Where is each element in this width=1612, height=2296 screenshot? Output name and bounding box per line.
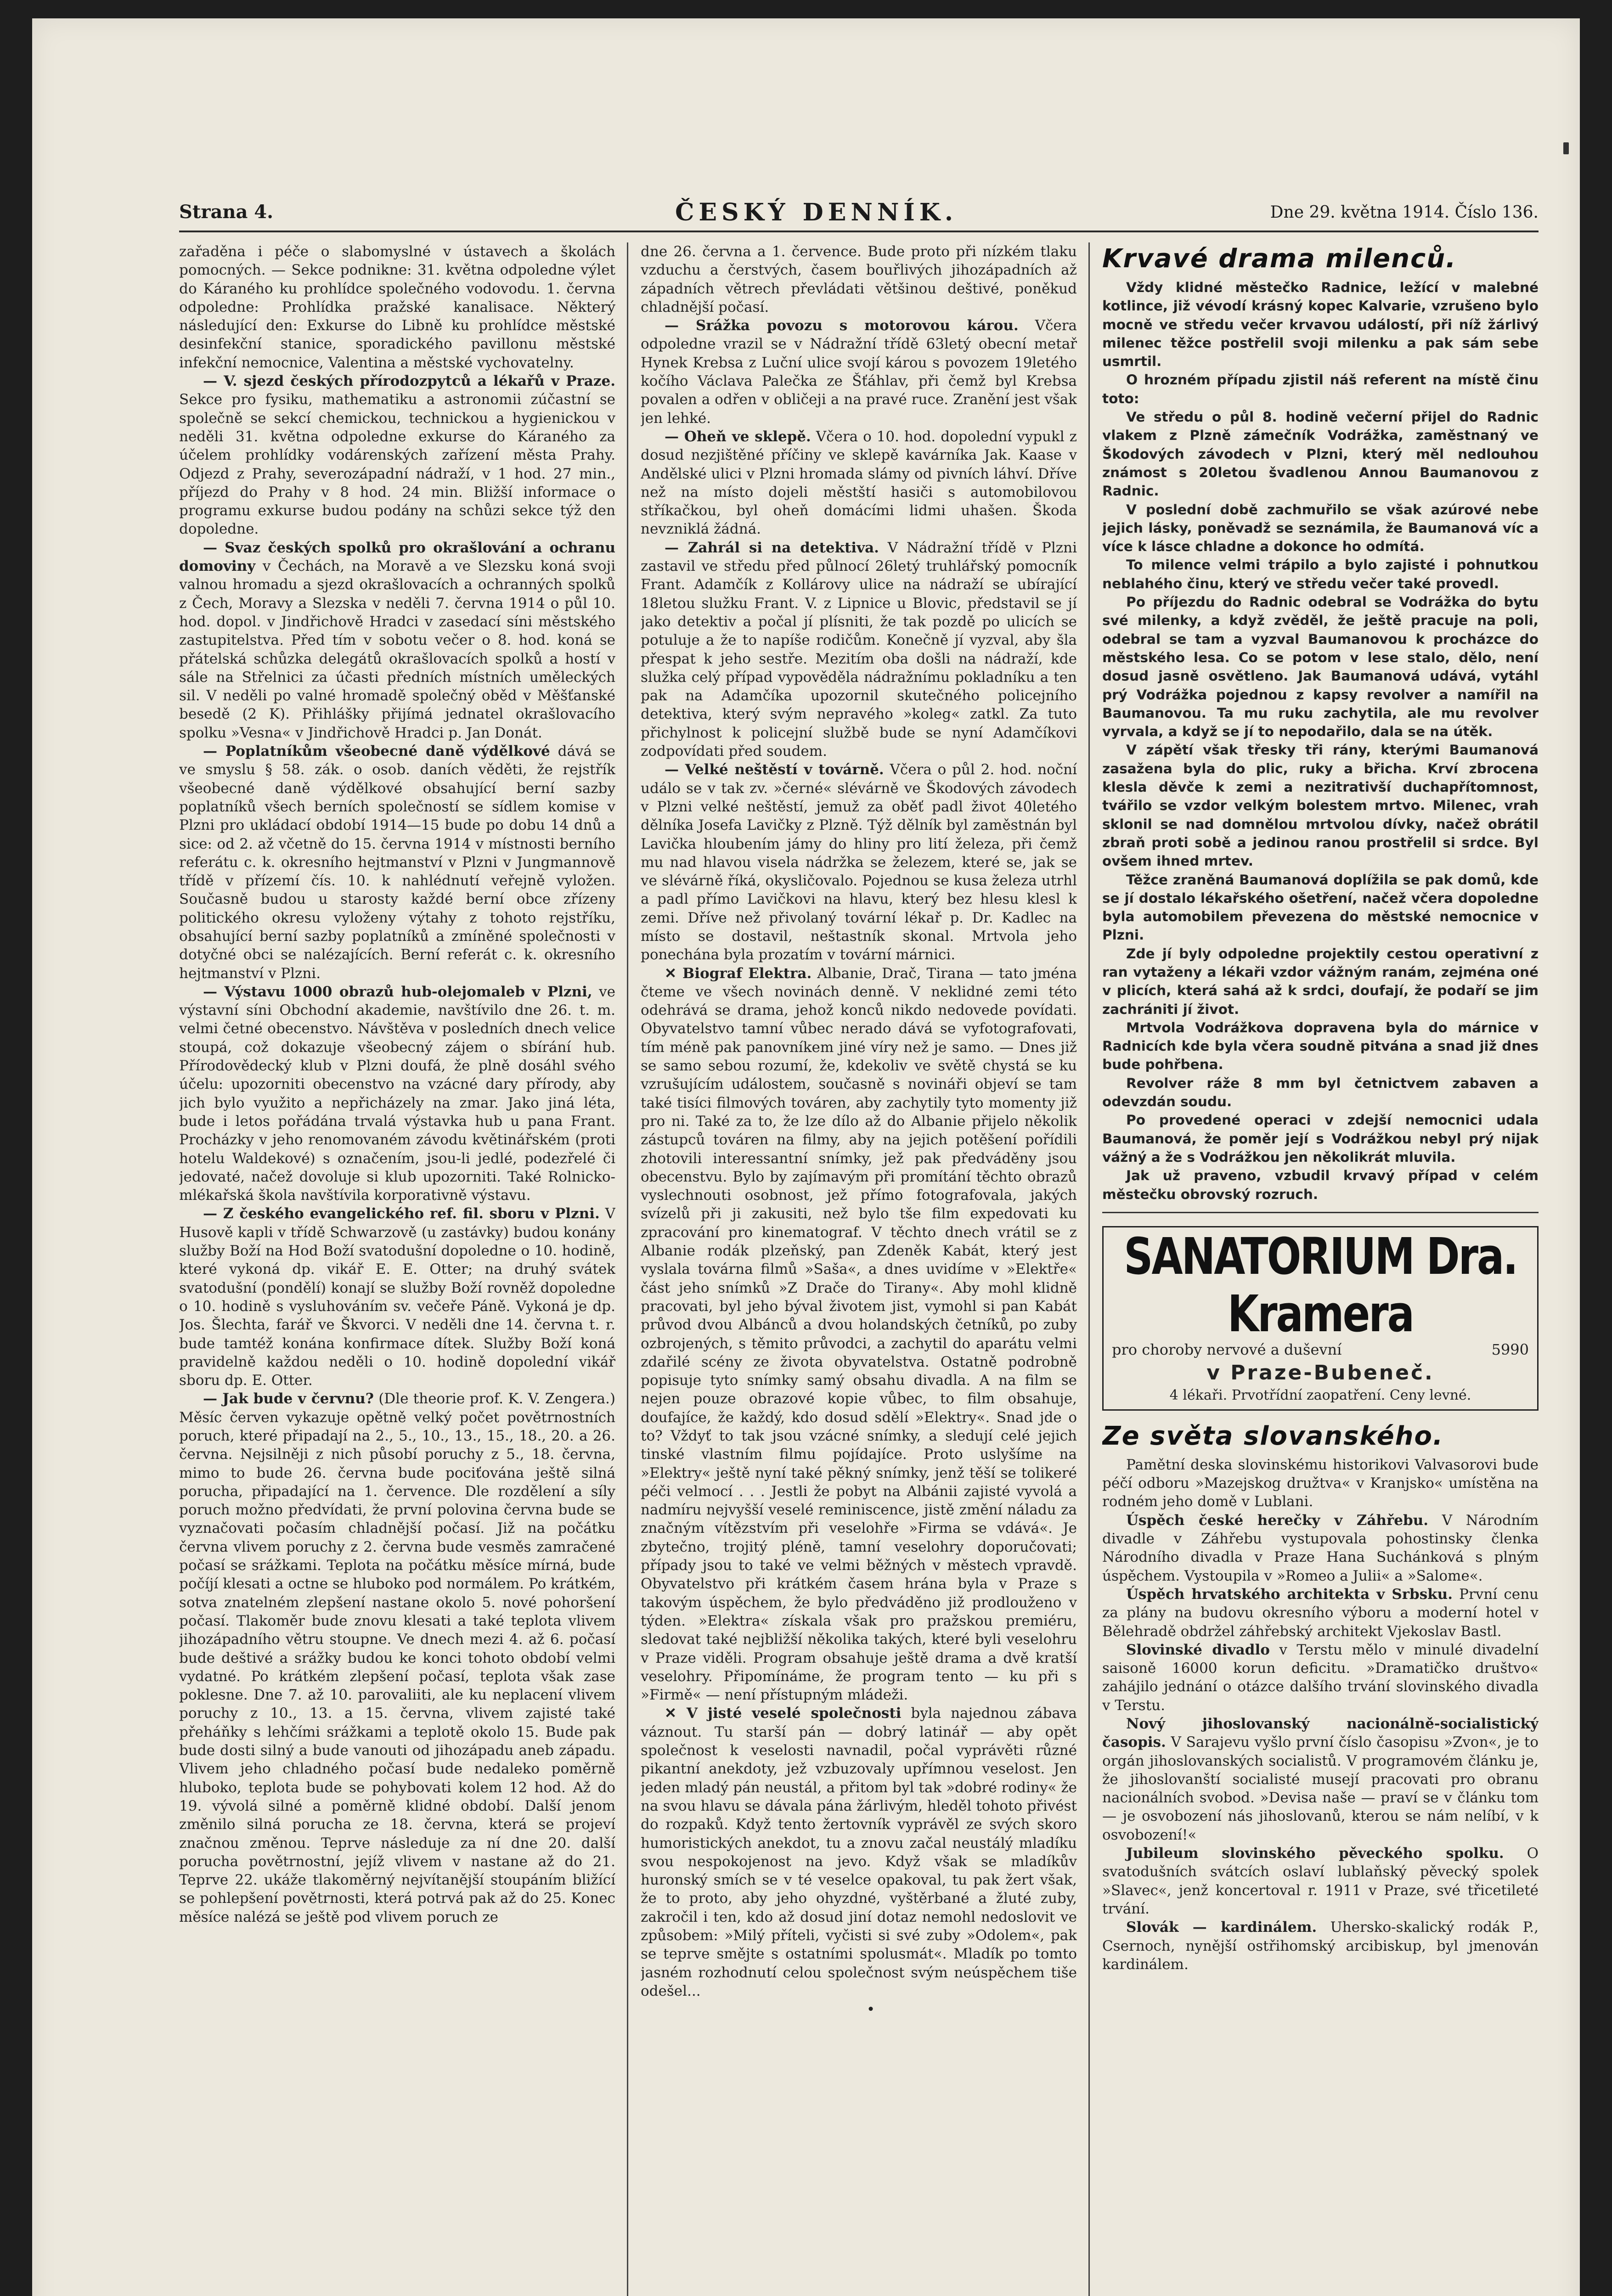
ad-number: 5990 [1491, 1340, 1529, 1358]
paragraph-heading: Slovák — kardinálem. [1126, 1919, 1317, 1936]
header-rule [179, 231, 1539, 232]
issue-date: Dne 29. května 1914. Číslo 136. [1270, 203, 1539, 222]
paragraph-text: Albanie, Drač, Tirana — tato jména čteme ve všech novinách denně. V neklidné zemi této odehrává se drama, jehož konců nikdo nedovede povídati. Obyvatelstvo tamní vůbec nerado dává se vyfotografovati, tím méně pak panovníkem jiné víry než je samo. — Dnes již se samo sebou rozumí, že, kdekoliv ve světě chystá se ku vzrušujícím událostem, současně s novináři objeví se tam také tisíci filmových továren, aby zachytily tyto momenty již pro ni. Také za to, že lze dílo až do Albanie přijelo několik zástupců továren na filmy, aby na jejich potěšení pořídili zhotovili interessantní snímky, jež pak předváděny jsou obecenstvu. Bylo by zajímavým při promítání těchto obrazů vyslechnouti osobnost, jež přímo fotografovala, jakých svízelů při ji zakusiti, než bylo tše film expedovati ku zpracování pro kinematograf. V těchto dnech vrátil se z Albanie rodák plzeňský, pan Zdeněk Kabát, který jest vyslala továrna filmů »Saša«, a dnes uvidíme v »Elektře« část jeho snímků »Z Drače do Tirany«. Aby mohl klidně pracovati, byl jeho býval životem jist, vymohl si pan Kabát průvod dvou Albánců a dvou holandských četníků, po zuby ozbrojených, s těmito průvodci, a zachytil do aparátu velmi zdařilé scény ze života obyvatelstva. Ostatně podrobně popisuje tyto snímky samý obsahu divadla. A na film se nejen pouze obrazové kopie vůbec, to film obsahuje, doufajíce, že každý, kdo dosud sdělí »Elektry«. Snad jde o to? Vždyť to tak jsou vzácné snímky, a sledují celé jejich tinské vlastním filmu pojídajíce. Proto uslyšíme na »Elektry« ještě nyní také pěkný snímky, jenž těší se tolikeré péči velmocí . . . Jestli že pobyt na Albánii zajisté vyvolá a nadmíru nejvyšší veselé reminiscence, jistě změní náladu za značným vítězstvím při veselohře »Firma se vdává«. Je zbytečno, trojitý pléně, tamní veselohry doporučovati; případy jsou to také ve velmi běžných v městech vpravdě. Obyvatelstvo při krátkém časem hrána byla v Praze s takovým úspěchem, že bylo předváděno již prodlouženo v týden. »Elektra« získala však pro pražskou premiéru, sledovat také nejbližší několika takých, které byli veselohru v Praze viděli. Program obsahuje ještě drama a dvě kratší veselohry. Připomínáme, že program tento — ku při s »Firmě« — není přístupným mládeži. [641, 965, 1077, 1704]
advertisement [1102, 1226, 1539, 1411]
paragraph-text: V Nádražní třídě v Plzni zastavil ve středu před půlnocí 26letý truhlářský pomocník Frant. Adamčík z Kollárovy ulice na nádraží se ubírající 18letou služku Frant. V. z Lipnice u Blovic, představil se jí jako detektiv a počal jí plísniti, že tak pozdě po ulicích se potuluje a že to napíše rodičům. Konečně jí vyzval, aby šla přespat k jeho sestře. Mezitím oba došli na nádraží, kde služka celý případ vypověděla nádražnímu pokladníku a ten pak na Adamčíka upozornil skutečného policejního detektiva, který svým nepravého »koleg« zatkl. Za tuto přichylnost k policejní službě bude se nyní Adamčíkovi zodpovídati před soudem. [641, 539, 1077, 760]
ad-title: SANATORIUM Dra. Kramera [1124, 1227, 1517, 1344]
paragraph [641, 964, 1077, 1705]
paragraph [1102, 1715, 1539, 1844]
paragraph-text: dne 26. června a 1. července. Bude proto při nízkém tlaku vzduchu a čerstvých, časem bouřlivých jihozápadních až západních větrech převládati většinou deštivé, poněkud chladnější počasí. [641, 243, 1077, 315]
paragraph [641, 316, 1077, 428]
paragraph [179, 242, 615, 372]
article-paragraph: Mrtvola Vodrážkova dopravena byla do márnice v Radnicích kde byla včera soudně pitvána a snad již dnes bude pohřbena. [1102, 1019, 1539, 1073]
newspaper-page [32, 18, 1580, 2296]
paragraph-heading: ✕ V jisté veselé společnosti [665, 1705, 902, 1722]
ad-footer: 4 lékaři. Prvotřídní zaopatření. Ceny levné. [1169, 1387, 1471, 1403]
section-body [1102, 1456, 1539, 1974]
article-paragraph: Jak už praveno, vzbudil krvavý případ v celém městečku obrovský rozruch. [1102, 1168, 1539, 1202]
paragraph-text: První cenu za plány na budovu okresního výboru a moderní hotel v Bělehradě obdržel záhřebský architekt Vjekoslav Bastl. [1102, 1586, 1539, 1640]
article-paragraph: Po provedené operaci v zdejší nemocnici udala Baumanová, že poměr její s Vodrážkou nebyl prý nijak vážný a že s Vodrážkou jen několikrát mluvila. [1102, 1112, 1539, 1165]
paragraph-heading: Nový jihoslovanský nacionálně-socialistický časopis. [1102, 1716, 1539, 1751]
paragraph [641, 1704, 1077, 2019]
paragraph-heading: — Zahrál si na detektiva. [665, 539, 879, 556]
column-divider [627, 242, 628, 2296]
article-paragraph: V poslední době zachmuřilo se však azúrové nebe jejich lásky, poněvadž se seznámila, že Baumanová víc a více k lásce chladne a dokonce ho odmítá. [1102, 501, 1539, 555]
paragraph-heading: — Poplatníkům všeobecné daně výdělkové [203, 743, 550, 760]
paragraph [179, 1204, 615, 1390]
paragraph-heading: Úspěch české herečky v Záhřebu. [1126, 1512, 1429, 1529]
paragraph-text: v Terstu mělo v minulé divadelní saisoně 16000 korun deficitu. »Dramatičko društvo« zahájilo jednání o otázce dalšího trvání slovinského divadla v Terstu. [1102, 1641, 1539, 1714]
paragraph [1102, 1844, 1539, 1918]
article-paragraph: Zde jí byly odpoledne projektily cestou operativní z ran vytaženy a lékaři vzdor vážným ranám, zejména oné v plicích, která sahá až k srdci, doufají, že podaří se jim zachrániti jí život. [1102, 945, 1539, 1017]
paragraph [1102, 1585, 1539, 1641]
paragraph-text: v Čechách, na Moravě a ve Slezsku koná svoji valnou hromadu a sjezd okrašlovacích a ochranných spolků z Čech, Moravy a Slezska v neděli 7. června 1914 o půl 10. hod. dopol. v Jindřichově Hradci v zasedací síni městského zastupitelstva. Před tím v sobotu večer o 8. hod. koná se přátelská schůzka delegátů okrašlovacích spolků a hostí v sále na Střelnici za účasti předních místních uměleckých sil. V neděli po valné hromadě společný oběd v Měšťanské besedě (2 K). Přihlášky přijímá jednatel okrašlovacího spolku »Vesna« v Jindřichově Hradci p. Jan Donát. [179, 558, 615, 741]
paragraph-heading: — V. sjezd českých přírodozpytců a lékařů v Praze. [203, 373, 615, 390]
article-body [1102, 371, 1539, 1203]
paragraph [1102, 1511, 1539, 1585]
paragraph [641, 760, 1077, 964]
article-paragraph: Těžce zraněná Baumanová doplížila se pak domů, kde se jí dostalo lékařského ošetření, načež včera dopoledne byla automobilem převezena do městské nemocnice v Plzni. [1102, 872, 1539, 943]
paragraph [1102, 1918, 1539, 1974]
article-paragraph: To milence velmi trápilo a bylo zajisté i pohnutkou neblahého činu, který ve středu večer také provedl. [1102, 557, 1539, 591]
paragraph-text: Sekce pro fysiku, mathematiku a astronomii zúčastní se společně se sekcí chemickou, technickou a hygienickou v neděli 31. května odpoledne exkurse do Káraného za účelem prohlídky vodárenských zařízení města Prahy. Odjezd z Prahy, severozápadní nádraží, v 1 hod. 27 min., příjezd do Prahy v 8 hod. 24 min. Bližší informace o programu exkurse budou podány na schůzi sekce týž den dopoledne. [179, 391, 615, 538]
paragraph-heading: — Velké neštěstí v továrně. [665, 761, 884, 778]
end-mark: • [866, 2001, 875, 2018]
paragraph-text: Pamětní deska slovinskému historikovi Valvasorovi bude péčí odboru »Mazejskog družtva« v Kranjsko« umístěna na rodném jeho domě v Lublani. [1102, 1456, 1539, 1510]
paragraph-text: (Dle theorie prof. K. V. Zengera.) Měsíc červen vykazuje opětně velký počet povětrnostních poruch, které připadají na 2., 5., 10., 13., 15., 18., 20. a 26. června. Nejsilněji z nich působí poruchy z 5., 18. června, mimo to bude 26. června bude pociťována ještě silná porucha, připadající na 1. července. Dle rozdělení a síly poruch možno předvídati, že první polovina června bude se vyznačovati počasím chladnější počasí. Již na počátku června vlivem poruchy z 2. června bude vesměs zamračené počasí se srážkami. Teplota na počátku měsíce mírná, bude počíjí klesati a octne se hluboko pod normálem. Po krátkém, sotva znatelném zlepšení nastane okolo 5. nové pohoršení počasí. Tlakoměr bude znovu klesati a také teplota vlivem jihozápadního větru stoupne. Ve dnech mezi 4. až 6. počasí bude deštivé a srážky budou ke konci tohoto období velmi vydatné. Po krátkém zlepšení počasí, teplota však zase poklesne. Dne 7. až 10. parovaliiti, ale ku neplacení vlivem poruchy z 10., 13. a 15. června, vlivem zajisté také přeháňky s lehčími srážkami a teplotě okolo 15. Bude pak bude dosti silný a bude vanouti od jihozápadu aneb západu. Vlivem jeho chladného počasí bude nedaleko poměrně hluboko, teplota bude se pohybovati kolem 12 hod. Až do 19. vývolá silné a poměrně klidné období. Další jenom změnilo silná porucha ze 18. června, která se projeví značnou změnou. Teprve následuje za ní dne 20. další porucha povětrnostní, jejíž vlivem v nastane až do 21. Teprve 22. ukáže tlakoměrný nejvítanější stoupáním bližící se pohlepšení povětrnosti, která potrvá pak až do 25. Konec měsíce nalézá se ještě pod vlivem poruch ze [179, 1390, 615, 1925]
paragraph-text: Včera o 10. hod. dopolední vypukl z dosud nezjištěné příčiny ve sklepě kavárníka Jak. Kaase v Andělské ulici v Plzni hromada slámy od pivních láhví. Dříve než na místo dojeli městští hasiči s automobilovou stříkačkou, byl oheň domácími lidmi uhašen. Škoda nevzniklá žádná. [641, 428, 1077, 538]
paragraph-text: zařaděna i péče o slabomyslné v ústavech a školách pomocných. — Sekce podnikne: 31. května odpoledne výlet do Káraného ku prohlídce společného vodovodu. 1. června odpoledne: Prohlídka pražské kanalisace. Některý následující den: Exkurse do Libně ku prohlídce městské desinfekční stanice, sporadického pavillonu městské infekční nemocnice, Valentina a městské vychovatelny. [179, 243, 615, 371]
paragraph [179, 1390, 615, 1926]
paragraph-heading: Úspěch hrvatského architekta v Srbsku. [1126, 1586, 1453, 1603]
paragraph-text: Včera o půl 2. hod. noční událo se v tak zv. »černé« slévárně ve Škodových závodech v Plzni velké neštěstí, jemuž za oběť padl život 40letého dělníka Josefa Lavičky z Plzně. Týž dělník byl zaměstnán byl Lavička hloubením jámy do hliny pro lití železa, při čemž mu nad hlavou visela nádržka se železem, které se, jak se ve slévárně říká, okysličovalo. Pojednou se kusa železa utrhl a padl přímo Lavičkovi na hlavu, který bez hlesu klesl k zemi. Dříve než přivolaný tovární lékař p. Dr. Kadlec na místo se dostavil, neštastník skonal. Mrtvola jeho ponechána byla prozatím v tovární márnici. [641, 761, 1077, 963]
paragraph-text: V Sarajevu vyšlo první číslo časopisu »Zvon«, je to orgán jihoslovanských socialistů. V programovém článku je, že jihoslovanští socialisté musejí pracovati pro obranu nacionálních svobod. »Devisa naše — praví se v článku tom — je osvobození nás jihoslovanů, kterou se nám nelíbí, v k osvobození!« [1102, 1734, 1539, 1843]
section-title: Ze světa slovanského. [1102, 1421, 1444, 1451]
page-number: Strana 4. [179, 201, 274, 223]
paragraph-heading: ✕ Biograf Elektra. [665, 965, 812, 982]
article-paragraph: Revolver ráže 8 mm byl četnictvem zabaven a odevzdán soudu. [1102, 1075, 1539, 1110]
column-3 [1102, 242, 1539, 2296]
divider [1102, 1212, 1539, 1213]
column-2 [641, 242, 1077, 2296]
ad-place: v Praze-Bubeneč. [1206, 1361, 1434, 1384]
paragraph-heading: — Výstavu 1000 obrazů hub-olejomaleb v Plzni, [203, 983, 592, 1000]
paragraph [1102, 1456, 1539, 1511]
paragraph [179, 983, 615, 1205]
paragraph-heading: Jubileum slovinského pěveckého spolku. [1126, 1845, 1504, 1862]
paragraph [179, 372, 615, 539]
paragraph [641, 428, 1077, 539]
newspaper-title: ČESKÝ DENNÍK. [675, 198, 958, 226]
scan-mark [1563, 142, 1569, 154]
paragraph [641, 539, 1077, 761]
paragraph-heading: — Srážka povozu s motorovou károu. [665, 317, 1019, 334]
paragraph-text: V Husově kapli v třídě Schwarzově (u zastávky) budou konány služby Boží na Hod Boží svatodušní dopoledne o 10. hodině, které vykoná dp. vikář E. E. Otter; na druhý svátek svatodušní (pondělí) konají se služby Boží rovněž dopoledne o 10. hodině s vysluhováním sv. večeře Páně. Vykoná je dp. Jos. Šlechta, farář ve Škvorci. V neděli dne 14. června t. r. bude tamtéž konána konfirmace dítek. Služby Boží koná pravidelně každou neděli o 10. hodině dopolední vikář sboru dp. E. Otter. [179, 1205, 615, 1389]
column-divider [1088, 242, 1090, 2296]
paragraph-text: ve výstavní síni Obchodní akademie, navštívilo dne 26. t. m. velmi četné obecenstvo. Návštěva v posledních dnech velice stoupá, což dokazuje všeobecný zájem o sbírání hub. Přírodovědecký klub v Plzni doufá, že plně dosáhl svého účelu: upozorniti obecenstvo na vzácné dary přírody, aby jich bylo využito a nepřicházely na zmar. Jako jiná léta, bude i letos pořádána trvalá výstavka hub u pana Frant. Procházky v jeho renomovaném závodu květinářském (proti hotelu Waldekové) s označením, jsou-li jedlé, podezřelé či jedovaté, načež dovoluje si klub upozorniti. Také Rolnicko-mlékařská škola navštívila korporativně výstavu. [179, 983, 615, 1204]
article-paragraph: Ve středu o půl 8. hodině večerní přijel do Radnic vlakem z Plzně zámečník Vodrážka, zaměstnaný ve Škodových závodech v Plzni, který měl nedlouhou známost s 20letou švadlenou Annou Baumanovou z Radnic. [1102, 409, 1539, 499]
article-paragraph: V zápětí však třesky tři rány, kterými Baumanová zasažena byla do plic, ruky a břicha. Krví zbrocena klesla děvče k zemi a nezitrativší duchapřítomnost, tvářilo se vzdor velkým bolestem mrtvo. Milenec, vrah sklonil se nad domnělou mrtvolou dívky, načež obrátil zbraň proti sobě a jedinou ranou prostřelil si srdce. Byl ovšem ihned mrtev. [1102, 742, 1539, 869]
paragraph [641, 242, 1077, 316]
paragraph-text: O svatodušních svátcích oslaví lublaňský pěvecký spolek »Slavec«, jenž koncertoval r. 1911 v Praze, své třicetileté trvání. [1102, 1845, 1539, 1917]
paragraph-heading: — Z českého evangelického ref. fil. sboru v Plzni. [203, 1205, 600, 1222]
page-header [179, 198, 1539, 227]
article-paragraph: O hrozném případu zjistil náš referent na místě činu toto: [1102, 372, 1539, 406]
paragraph-text: Včera odpoledne vrazil se v Nádražní třídě 63letý obecní metař Hynek Krebsa z Luční ulice svojí károu s povozem 19letého kočího Václava Palečka ze Šťáhlav, při čemž byl Krebsa povalen a odřen v obličeji a na pravé ruce. Zranění jest však jen lehké. [641, 317, 1077, 427]
paragraph-text: Uhersko-skalický rodák P., Csernoch, nynější ostřihomský arcibiskup, byl jmenován kardinálem. [1102, 1919, 1539, 1973]
article-intro: Vždy klidné městečko Radnice, ležící v malebné kotlince, již vévodí krásný kopec Kalvarie, vzrušeno bylo mocně ve středu večer krvavou událostí, při níž žárlivý milenec těžce postřelil svoji milenku a pak sám sebe usmrtil. [1102, 280, 1539, 370]
paragraph [1102, 1641, 1539, 1715]
paragraph-heading: Slovinské divadlo [1126, 1641, 1270, 1658]
paragraph-text: byla najednou zábava váznout. Tu starší pán — dobrý latinář — aby opět společnost k veselosti navnadil, počal vyprávěti různé pikantní anekdoty, jež vzbuzovaly upřímnou veselost. Jen jeden mladý pán neustál, a přitom byl tak »dobré rodiny« že na svou hlavu se dávala pána žárlivým, hleděl tohoto přivést do rozpaků. Když tento žertovník vyprávěl ze svých skoro humoristických anekdot, tu a znovu začal neustálý mladíku svou nespokojenost na jevo. Když však se mladíkův huronský smích se v té veselce opakoval, tu pak žert však, že to proto, aby jeho ohyzdné, vyštěrbané a žluté zuby, zakročil i ten, kdo až dosud jiní dotaz nemohl nedoslovit ve způsobem: »Milý příteli, vyčisti si své zuby »Odolem«, pak se teprve smějte s ostatními spolusmát«. Mladík po tomto jasném rozhodnutí celou společnost svým neúspěchem tiše odešel... [641, 1705, 1077, 1999]
ad-line [1112, 1339, 1529, 1360]
paragraph-text: V Národním divadle v Záhřebu vystupovala pohostinsky členka Národního divadla v Praze Hana Suchánková s plným úspěchem. Vystoupila v »Romeo a Julii« a »Salome«. [1102, 1512, 1539, 1584]
column-1 [179, 242, 615, 2296]
paragraph [179, 539, 615, 742]
paragraph-text: dává se ve smyslu § 58. zák. o osob. daních věděti, že rejstřík všeobecné daně výdělkové obsahující berní sazby poplatníků všech berních společností se sídlem komise v Plzni pro ukládací období 1914—15 bude po dobu 14 dnů a sice: od 2. až včetně do 15. června 1914 v místnosti berního referátu c. k. okresního hejtmanství v Plzni v Jungmannově třídě v přízemí čís. 10. k nahlédnutí veřejně vyložen. Současně budou u starosty každé berní obce zřízeny politického okresu vyloženy výtahy z tohoto rejstříku, obsahující berní sazby poplatníků a zmíněné společnosti v dotyčné obci se nalézajících. Berní referát c. k. okresního hejtmanství v Plzni. [179, 743, 615, 982]
article-paragraph: Po příjezdu do Radnic odebral se Vodrážka do bytu své milenky, a když zvěděl, že ještě pracuje na poli, odebral se tam a vyzval Baumanovou k procházce do městského lesa. Co se potom v lese stalo, dělo, není dosud jasně osvětleno. Jak Baumanová udává, vytáhl prý Vodrážka pojednou z kapsy revolver a namířil na Baumanovou. Ta mu ruku zachytila, ale mu revolver vyrvala, a když se jí to nepodařilo, dala se na útěk. [1102, 594, 1539, 740]
ad-text: pro choroby nervové a duševní [1112, 1340, 1342, 1358]
article-title: Krvavé drama milenců. [1102, 244, 1457, 274]
paragraph-heading: — Oheň ve sklepě. [665, 428, 811, 445]
paragraph [179, 742, 615, 983]
paragraph-heading: — Jak bude v červnu? [203, 1390, 374, 1407]
paragraph-heading: — Svaz českých spolků pro okrašlování a ochranu domoviny [179, 539, 615, 575]
